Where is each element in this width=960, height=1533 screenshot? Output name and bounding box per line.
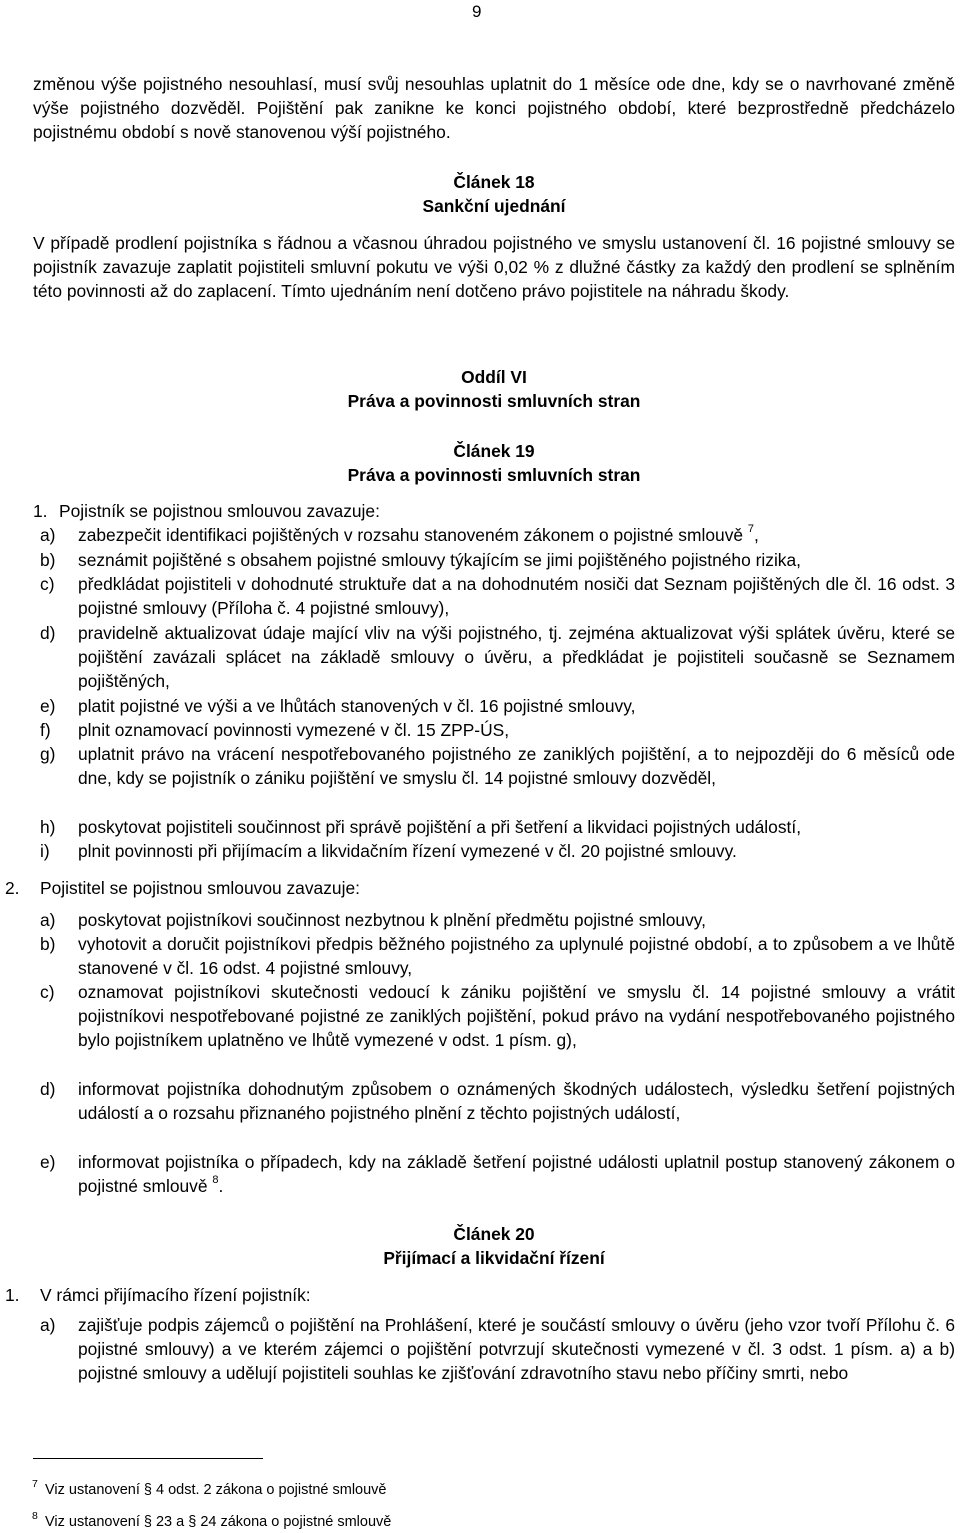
article-20-number: Článek 20 bbox=[453, 1224, 535, 1244]
item-marker: e) bbox=[40, 1152, 56, 1172]
footnote-ref: 8 bbox=[212, 1174, 219, 1187]
article-20-point-1-number: 1. bbox=[5, 1285, 20, 1305]
section-6-title: Práva a povinnosti smluvních stran bbox=[347, 391, 641, 411]
list-item: plnit oznamovací povinnosti vymezené v čl. 15 ZPP-ÚS, bbox=[78, 720, 510, 740]
article-20-point-1-lead: V rámci přijímacího řízení pojistník: bbox=[40, 1285, 311, 1305]
list-item: vyhotovit a doručit pojistníkovi předpis běžného pojistného za uplynulé pojistné období, a to způsobem a ve lhůtě stanovené v čl. 16 odst. 4 pojistné smlouvy, bbox=[78, 934, 955, 979]
list-item: platit pojistné ve výši a ve lhůtách stanovených v čl. 16 pojistné smlouvy, bbox=[78, 696, 636, 716]
article-18-text: V případě prodlení pojistníka s řádnou a včasnou úhradou pojistného ve smyslu ustanovení čl. 16 pojistné smlouvy se pojistník zavazuje zaplatit pojistiteli smluvní pokutu ve výši 0,02 % z dlužné částky za každý den prodlení se splněním této povinnosti až do zaplacení. Tímto ujednáním není dotčeno právo pojistitele na náhradu škody. bbox=[33, 233, 955, 302]
point-2-lead: Pojistitel se pojistnou smlouvou zavazuje: bbox=[40, 878, 360, 898]
item-marker: b) bbox=[40, 550, 56, 570]
footnote-ref: 7 bbox=[747, 523, 755, 536]
point-1-lead: Pojistník se pojistnou smlouvou zavazuje: bbox=[59, 501, 380, 521]
article-18-title: Sankční ujednání bbox=[422, 196, 566, 216]
item-marker: b) bbox=[40, 934, 56, 954]
section-6-number: Oddíl VI bbox=[461, 367, 527, 387]
list-item: seznámit pojištěné s obsahem pojistné smlouvy týkajícím se jimi pojištěného pojistného rizika, bbox=[78, 550, 802, 570]
article-19-number: Článek 19 bbox=[453, 441, 535, 461]
footnote-number: 8 bbox=[32, 1510, 38, 1522]
item-marker: a) bbox=[40, 910, 56, 930]
list-item: informovat pojistníka o případech, kdy na základě šetření pojistné události uplatnil postup stanovený zákonem o pojistné smlouvě $^8$. bbox=[78, 1152, 955, 1197]
item-marker: c) bbox=[40, 982, 55, 1002]
list-item: informovat pojistníka dohodnutým způsobem o oznámených škodných událostech, výsledku šetření pojistných událostí a o rozsahu přiznaného pojistného plnění z těchto pojistných událostí, bbox=[78, 1079, 955, 1124]
list-item: uplatnit právo na vrácení nespotřebovaného pojistného ze zaniklých pojištění, a to nejpozději do 6 měsíců ode dne, kdy se pojistník o zániku pojištění ve smyslu čl. 14 pojistné smlouvy dozvěděl, bbox=[78, 744, 955, 789]
point-2-number: 2. bbox=[5, 878, 20, 898]
item-marker: a) bbox=[40, 525, 56, 545]
footnote-text: Viz ustanovení § 4 odst. 2 zákona o pojistné smlouvě bbox=[45, 1482, 387, 1498]
list-item: zajišťuje podpis zájemců o pojištění na Prohlášení, které je součástí smlouvy o úvěru (jeho vzor tvoří Přílohu č. 6 pojistné smlouvy) a ve kterém zájemci o pojištění potvrzují skutečnosti vymezené v čl. 3 odst. 1 písm. a) a b) pojistné smlouvy a udělují pojistiteli souhlas ke zjišťování zdravotního stavu nebo příčiny smrti, nebo bbox=[78, 1315, 955, 1384]
footnote-number: 7 bbox=[32, 1478, 38, 1490]
list-item: poskytovat pojistiteli součinnost při správě pojištění a při šetření a likvidaci pojistných událostí, bbox=[78, 817, 802, 837]
article-20-title: Přijímací a likvidační řízení bbox=[383, 1248, 605, 1268]
list-item: plnit povinnosti při přijímacím a likvidačním řízení vymezené v čl. 20 pojistné smlouvy. bbox=[78, 841, 737, 861]
article-19-title: Práva a povinnosti smluvních stran bbox=[347, 465, 641, 485]
footnote-text: Viz ustanovení § 23 a § 24 zákona o pojistné smlouvě bbox=[45, 1514, 392, 1530]
list-item: zabezpečit identifikaci pojištěných v rozsahu stanoveném zákonem o pojistné smlouvě $^7$, bbox=[78, 523, 759, 545]
item-marker: d) bbox=[40, 1079, 56, 1099]
item-marker: d) bbox=[40, 623, 56, 643]
list-item: předkládat pojistiteli v dohodnuté struktuře dat a na dohodnutém nosiči dat Seznam pojištěných dle čl. 16 odst. 3 pojistné smlouvy (Příloha č. 4 pojistné smlouvy), bbox=[78, 574, 955, 619]
page-number: 9 bbox=[472, 2, 482, 21]
item-marker: g) bbox=[40, 744, 56, 764]
item-marker: a) bbox=[40, 1315, 56, 1335]
item-marker: h) bbox=[40, 817, 56, 837]
item-marker: c) bbox=[40, 574, 55, 594]
point-1-number: 1. bbox=[33, 501, 48, 521]
list-item: pravidelně aktualizovat údaje mající vliv na výši pojistného, tj. zejména aktualizovat výši splátek úvěru, které se pojištění zavázali splácet na základě smlouvy o úvěru, a předkládat je pojistiteli současně se Seznamem pojištěných, bbox=[78, 623, 955, 692]
article-18-number: Článek 18 bbox=[453, 172, 535, 192]
list-item: oznamovat pojistníkovi skutečnosti vedoucí k zániku pojištění ve smyslu čl. 14 pojistné smlouvy a vrátit pojistníkovi nespotřebované pojistné ze zaniklých pojištění, pokud právo na vydání nespotřebovaného pojistného bylo pojistníkem uplatněno ve lhůtě vymezené v odst. 1 písm. g), bbox=[78, 982, 955, 1051]
footnote-separator bbox=[33, 1458, 263, 1459]
item-marker: e) bbox=[40, 696, 56, 716]
intro-paragraph: změnou výše pojistného nesouhlasí, musí svůj nesouhlas uplatnit do 1 měsíce ode dne, kdy se o navrhované změně výše pojistného dozvěděl. Pojištění pak zanikne ke konci pojistného období, které bezprostředně předcházelo pojistnému období s nově stanovenou výší pojistného. bbox=[33, 74, 955, 143]
item-marker: i) bbox=[40, 841, 50, 861]
item-marker: f) bbox=[40, 720, 51, 740]
list-item: poskytovat pojistníkovi součinnost nezbytnou k plnění předmětu pojistné smlouvy, bbox=[78, 910, 707, 930]
